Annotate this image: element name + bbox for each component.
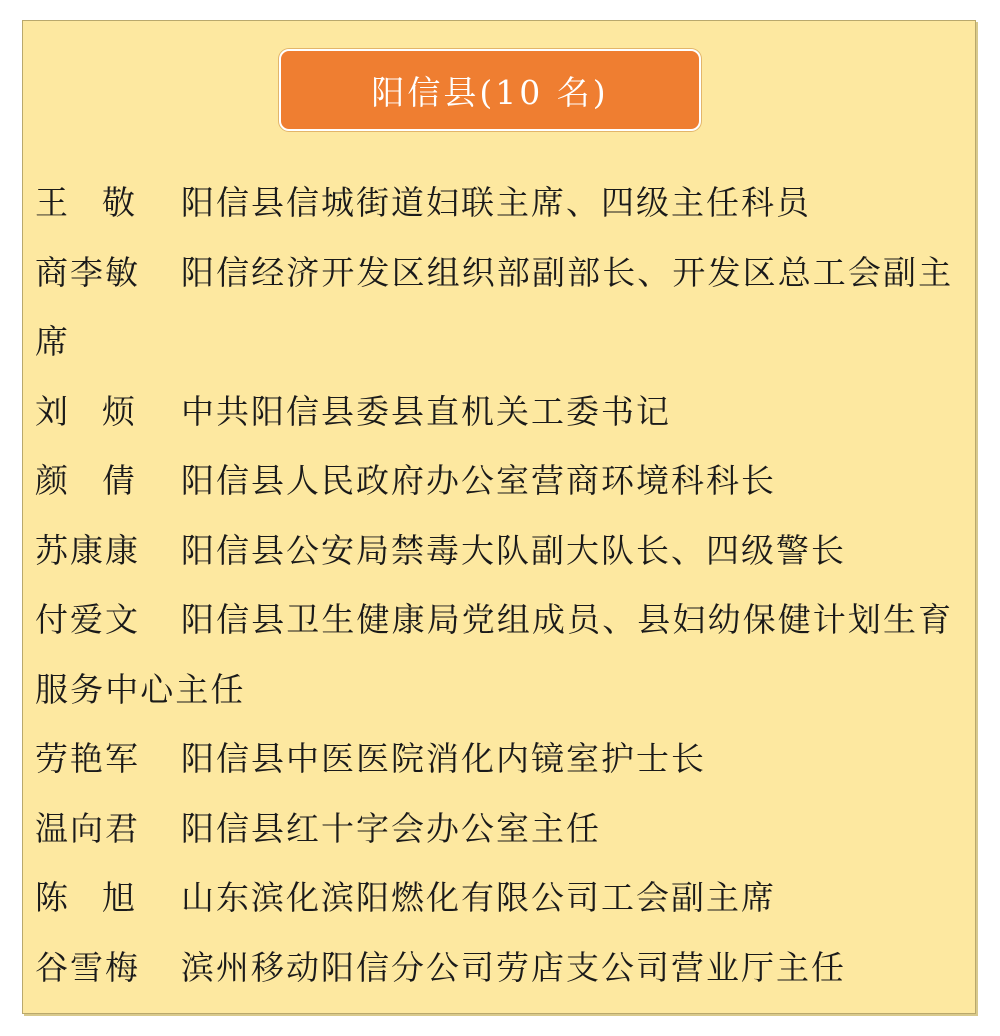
list-item	[35, 794, 970, 864]
person-name: 谷雪梅	[35, 947, 140, 987]
list-item	[35, 585, 970, 724]
person-name: 温向君	[35, 808, 140, 848]
person-title: 阳信县卫生健康局党组成员、县妇幼保健计划生育服务中心主任	[35, 600, 954, 709]
list-item	[35, 168, 970, 238]
county-title-text: 阳信县(10 名)	[371, 72, 609, 112]
person-title: 滨州移动阳信分公司劳店支公司营业厅主任	[181, 947, 846, 987]
list-item	[35, 863, 970, 933]
person-name: 陈 旭	[35, 878, 135, 917]
list-item	[35, 238, 970, 377]
county-title-banner	[279, 49, 701, 131]
list-item	[35, 377, 970, 447]
award-list-panel	[22, 20, 976, 1014]
person-title: 阳信经济开发区组织部副部长、开发区总工会副主席	[35, 252, 954, 361]
person-title: 中共阳信县委县直机关工委书记	[181, 391, 671, 431]
person-title: 阳信县信城街道妇联主席、四级主任科员	[181, 183, 811, 222]
person-name: 颜 倩	[35, 461, 135, 500]
person-title: 阳信县中医医院消化内镜室护士长	[181, 739, 706, 778]
list-item	[35, 724, 970, 794]
person-name: 苏康康	[35, 530, 140, 570]
person-name: 商李敏	[35, 252, 140, 292]
person-name: 劳艳军	[35, 739, 140, 778]
person-title: 阳信县人民政府办公室营商环境科科长	[181, 461, 776, 500]
list-item	[35, 446, 970, 516]
list-item	[35, 516, 970, 586]
person-title: 阳信县公安局禁毒大队副大队长、四级警长	[181, 530, 846, 570]
person-name: 王 敬	[35, 183, 135, 222]
honoree-list	[35, 168, 970, 1002]
list-item	[35, 933, 970, 1003]
person-title: 山东滨化滨阳燃化有限公司工会副主席	[181, 878, 776, 917]
person-name: 付爱文	[35, 600, 140, 639]
person-title: 阳信县红十字会办公室主任	[181, 808, 601, 848]
person-name: 刘 烦	[35, 391, 135, 431]
